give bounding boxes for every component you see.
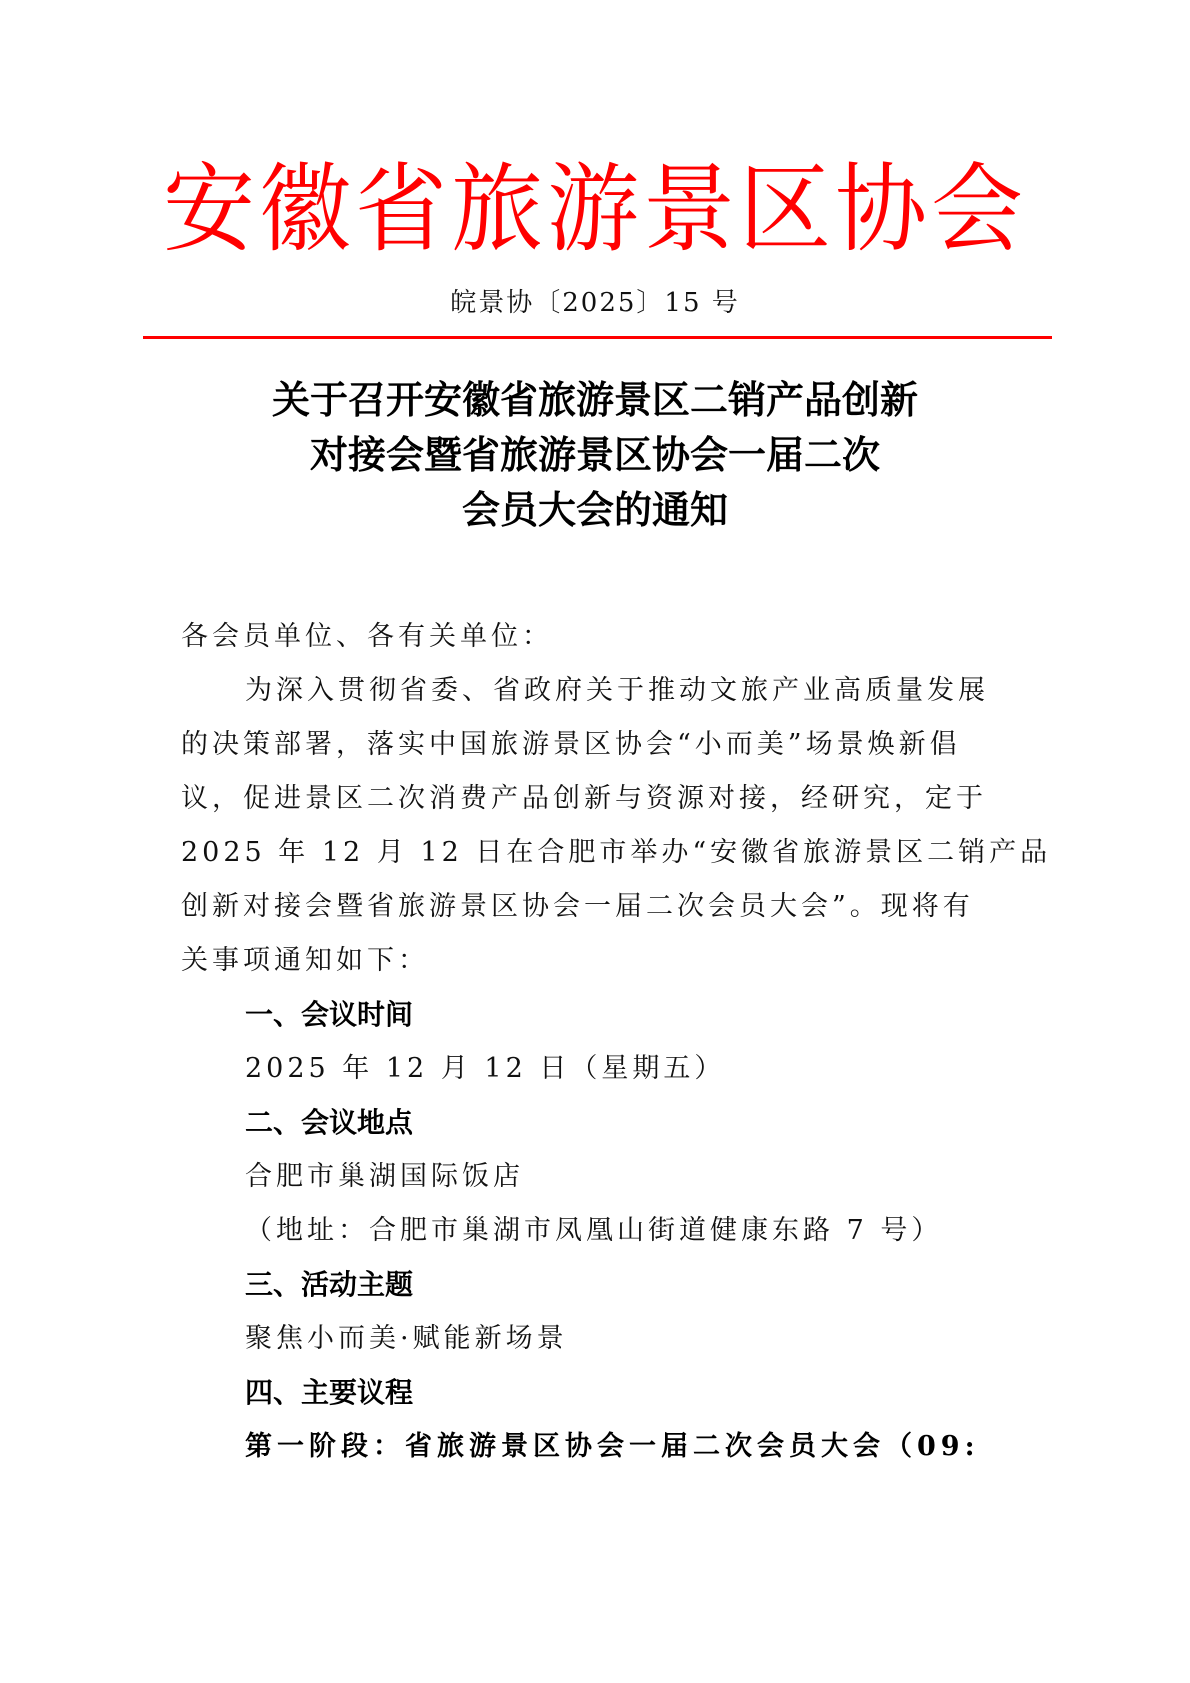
agenda-stage-one: 第一阶段：省旅游景区协会一届二次会员大会（09: [245,1431,980,1462]
meeting-date: 2025 年 12 月 12 日（星期五） [245,1053,726,1084]
venue-address: （地址：合肥市巢湖市凤凰山街道健康东路 7 号） [245,1215,943,1246]
title-line-2: 对接会暨省旅游景区协会一届二次 [309,432,880,477]
section-heading-venue: 二、会议地点 [245,1106,414,1139]
notice-body [181,610,1052,1474]
section-heading-agenda: 四、主要议程 [245,1376,414,1409]
section-heading-time: 一、会议时间 [245,998,414,1031]
organization-masthead: 安徽省旅游景区协会 [162,153,1027,266]
event-theme: 聚焦小而美·赋能新场景 [245,1323,568,1354]
intro-line-2: 的决策部署，落实中国旅游景区协会“小而美”场景焕新倡 [181,729,961,760]
title-line-1: 关于召开安徽省旅游景区二销产品创新 [271,377,918,422]
intro-line-1: 为深入贯彻省委、省政府关于推动文旅产业高质量发展 [245,675,989,706]
intro-line-4: 2025 年 12 月 12 日在合肥市举办“安徽省旅游景区二销产品 [181,837,1052,868]
venue-name: 合肥市巢湖国际饭店 [245,1161,524,1192]
intro-line-3: 议，促进景区二次消费产品创新与资源对接，经研究，定于 [181,783,987,814]
title-line-3: 会员大会的通知 [461,487,728,532]
notice-title [150,372,1040,537]
intro-line-6: 关事项通知如下： [181,945,429,976]
intro-line-5: 创新对接会暨省旅游景区协会一届二次会员大会”。现将有 [181,891,974,922]
document-number: 皖景协〔2025〕15 号 [450,288,740,318]
section-heading-theme: 三、活动主题 [245,1268,414,1301]
red-divider-rule [143,336,1052,339]
salutation: 各会员单位、各有关单位： [181,621,553,652]
